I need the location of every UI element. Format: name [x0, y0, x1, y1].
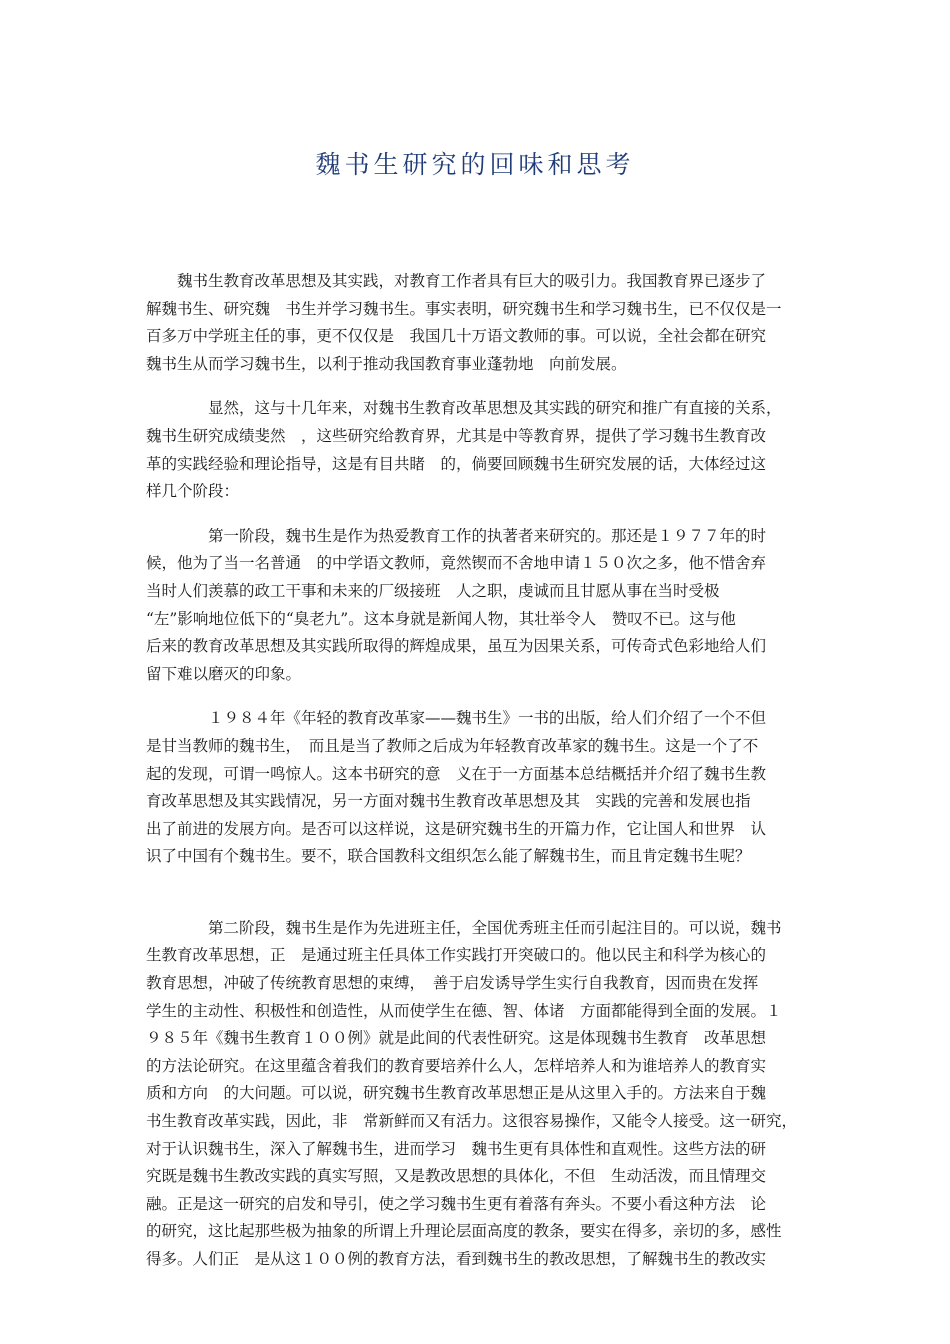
text-line: ９８５年《魏书生教育１００例》就是此间的代表性研究。这是体现魏书生教育 改革思想 — [146, 1029, 767, 1048]
text-line: 百多万中学班主任的事，更不仅仅是 我国几十万语文教师的事。可以说，全社会都在研究 — [146, 327, 767, 346]
text-line: 的方法论研究。在这里蕴含着我们的教育要培养什么人，怎样培养人和为谁培养人的教育实 — [146, 1056, 767, 1075]
document-body — [146, 268, 816, 1274]
text-line: 学生的主动性、积极性和创造性，从而使学生在德、智、体诸 方面都能得到全面的发展。１ — [146, 1001, 782, 1020]
text-line: １９８４年《年轻的教育改革家——魏书生》一书的出版，给人们介绍了一个不但 — [146, 709, 767, 728]
text-line: 显然，这与十几年来，对魏书生教育改革思想及其实践的研究和推广有直接的关系， — [146, 399, 782, 418]
text-line: 革的实践经验和理论指导，这是有目共睹 的，倘要回顾魏书生研究发展的话，大体经过这 — [146, 454, 767, 473]
text-line: 生教育改革思想，正 是通过班主任具体工作实践打开突破口的。他以民主和科学为核心的 — [146, 946, 767, 965]
text-line: 质和方向 的大问题。可以说，研究魏书生教育改革思想正是从这里入手的。方法来自于魏 — [146, 1084, 767, 1103]
text-line: 候，他为了当一名普通 的中学语文教师，竟然锲而不舍地申请１５０次之多，他不惜舍弃 — [146, 554, 767, 573]
text-line: 魏书生教育改革思想及其实践，对教育工作者具有巨大的吸引力。我国教育界已逐步了 — [146, 272, 767, 290]
text-line: 书生教育改革实践，因此，非 常新鲜而又有活力。这很容易操作，又能令人接受。这一研究， — [146, 1112, 798, 1131]
text-line: 样几个阶段： — [146, 482, 240, 501]
paragraph-3 — [146, 523, 816, 689]
text-line: 究既是魏书生教改实践的真实写照，又是教改思想的具体化，不但 生动活泼，而且情理交 — [146, 1167, 767, 1186]
text-line: 的研究，这比起那些极为抽象的所谓上升理论层面高度的教条，要实在得多，亲切的多，感性 — [146, 1222, 782, 1241]
paragraph-2 — [146, 395, 816, 505]
text-line: 解魏书生、研究魏 书生并学习魏书生。事实表明，研究魏书生和学习魏书生，已不仅仅是一 — [146, 299, 782, 318]
text-line: 魏书生从而学习魏书生，以利于推动我国教育事业蓬勃地 向前发展。 — [146, 354, 627, 373]
text-line: 当时人们羡慕的政工干事和未来的厂级接班 人之职，虔诚而且甘愿从事在当时受极 — [146, 581, 720, 600]
text-line: 育改革思想及其实践情况，另一方面对魏书生教育改革思想及其 实践的完善和发展也指 — [146, 792, 751, 811]
text-line: 教育思想，冲破了传统教育思想的束缚， 善于启发诱导学生实行自我教育，因而贵在发挥 — [146, 974, 759, 993]
paragraph-4 — [146, 705, 816, 871]
text-line: 融。正是这一研究的启发和导引，使之学习魏书生更有着落有奔头。不要小看这种方法 论 — [146, 1194, 767, 1213]
text-line: 对于认识魏书生，深入了解魏书生，进而学习 魏书生更有具体性和直观性。这些方法的研 — [146, 1139, 767, 1158]
document-title: 魏书生研究的回味和思考 — [315, 149, 635, 179]
text-line: “左”影响地位低下的“臭老九”。这本身就是新闻人物，其壮举令人 赞叹不已。这与他 — [146, 609, 736, 628]
text-line: 起的发现，可谓一鸣惊人。这本书研究的意 义在于一方面基本总结概括并介绍了魏书生教 — [146, 764, 767, 783]
text-line: 第二阶段，魏书生是作为先进班主任，全国优秀班主任而引起注目的。可以说，魏书 — [146, 918, 782, 937]
text-line: 是甘当教师的魏书生， 而且是当了教师之后成为年轻教育改革家的魏书生。这是一个了不 — [146, 736, 759, 755]
text-line: 识了中国有个魏书生。要不，联合国教科文组织怎么能了解魏书生，而且肯定魏书生呢？ — [146, 847, 751, 866]
text-line: 留下难以磨灭的印象。 — [146, 664, 302, 683]
paragraph-5 — [146, 915, 816, 1274]
text-line: 出了前进的发展方向。是否可以这样说，这是研究魏书生的开篇力作，它让国人和世界 认 — [146, 819, 767, 838]
text-line: 魏书生研究成绩斐然 ，这些研究给教育界，尤其是中等教育界，提供了学习魏书生教育改 — [146, 426, 767, 445]
text-line: 第一阶段，魏书生是作为热爱教育工作的执著者来研究的。那还是１９７７年的时 — [146, 526, 767, 545]
paragraph-1 — [146, 268, 816, 378]
text-line: 后来的教育改革思想及其实践所取得的辉煌成果，虽互为因果关系，可传奇式色彩地给人们 — [146, 637, 767, 656]
text-line: 得多。人们正 是从这１００例的教育方法，看到魏书生的教改思想，了解魏书生的教改实 — [146, 1250, 767, 1268]
